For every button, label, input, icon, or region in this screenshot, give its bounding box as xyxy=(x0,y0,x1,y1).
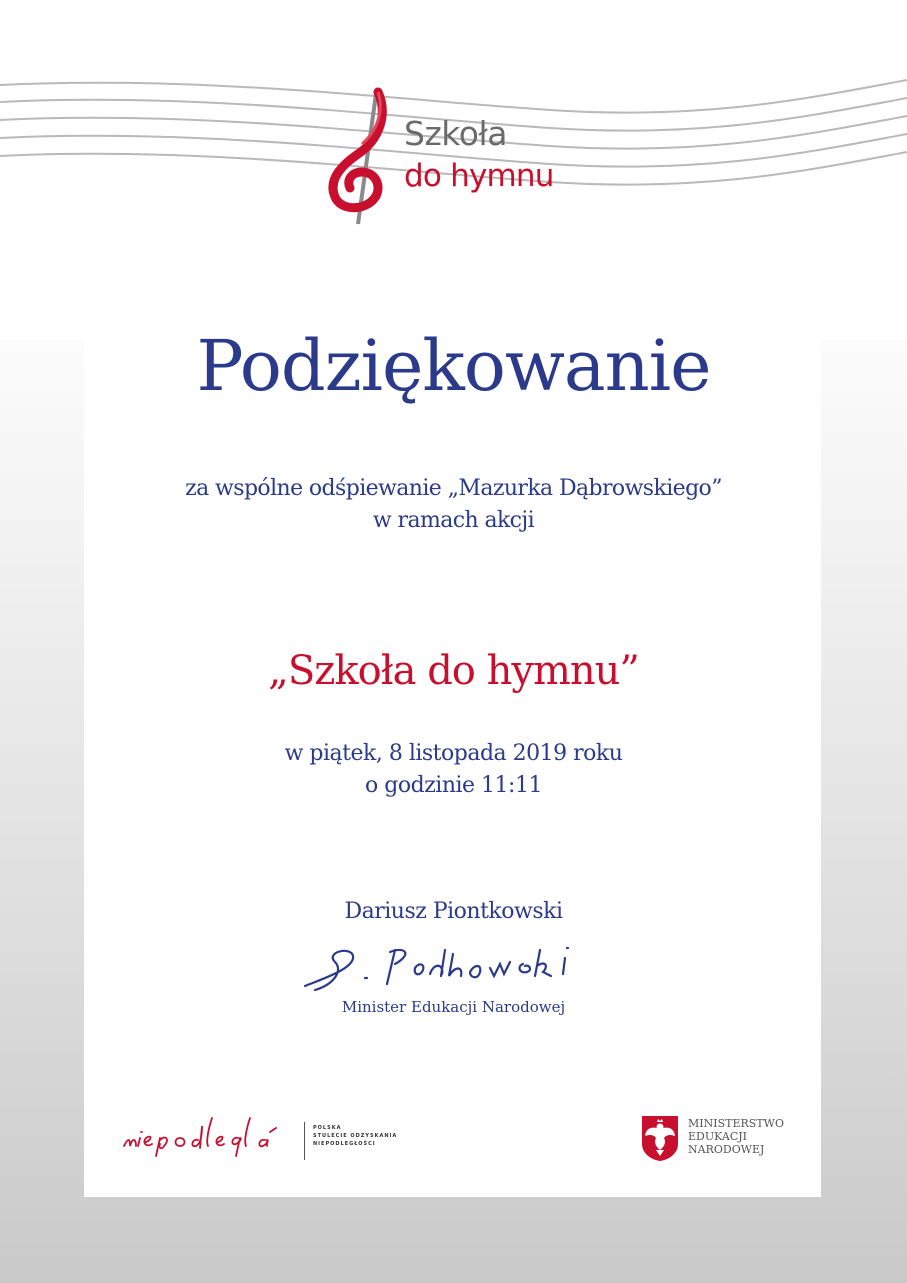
ministry-line-2: EDUKACJI xyxy=(688,1130,748,1143)
event-date xyxy=(0,738,907,802)
szkola-do-hymnu-logo xyxy=(318,84,598,229)
logo-title-line2: do hymnu xyxy=(404,158,554,194)
logo-title-line1: Szkoła xyxy=(404,114,507,153)
intro-line-2: w ramach akcji xyxy=(372,508,535,533)
ministry-name xyxy=(688,1117,784,1156)
date-line-1: w piątek, 8 listopada 2019 roku xyxy=(284,741,623,766)
ministry-line-3: NARODOWEJ xyxy=(688,1143,765,1156)
date-line-2: o godzinie 11:11 xyxy=(365,773,542,798)
white-eagle-emblem-icon xyxy=(640,1114,680,1162)
niepodlegla-line-2: STULECIE ODZYSKANIA xyxy=(313,1133,398,1139)
signature-icon xyxy=(295,938,605,998)
ministry-logo xyxy=(640,1114,800,1164)
niepodlegla-logo xyxy=(120,1112,420,1162)
niepodlegla-text xyxy=(313,1124,397,1148)
signer-name: Dariusz Piontkowski xyxy=(344,899,563,924)
niepodlegla-line-1: POLSKA xyxy=(313,1125,342,1131)
intro-line-1: za wspólne odśpiewanie „Mazurka Dąbrowskiego” xyxy=(185,476,722,501)
niepodlegla-divider xyxy=(304,1122,305,1160)
intro-text xyxy=(0,473,907,537)
treble-clef-logo-icon xyxy=(318,84,398,229)
niepodlegla-script-icon xyxy=(120,1112,295,1162)
signer-role: Minister Edukacji Narodowej xyxy=(341,998,566,1016)
certificate-title: Podziękowanie xyxy=(196,325,711,407)
niepodlegla-line-3: NIEPODLEGŁOŚCI xyxy=(313,1141,376,1147)
campaign-name: „Szkoła do hymnu” xyxy=(268,648,639,694)
ministry-line-1: MINISTERSTWO xyxy=(688,1117,784,1130)
